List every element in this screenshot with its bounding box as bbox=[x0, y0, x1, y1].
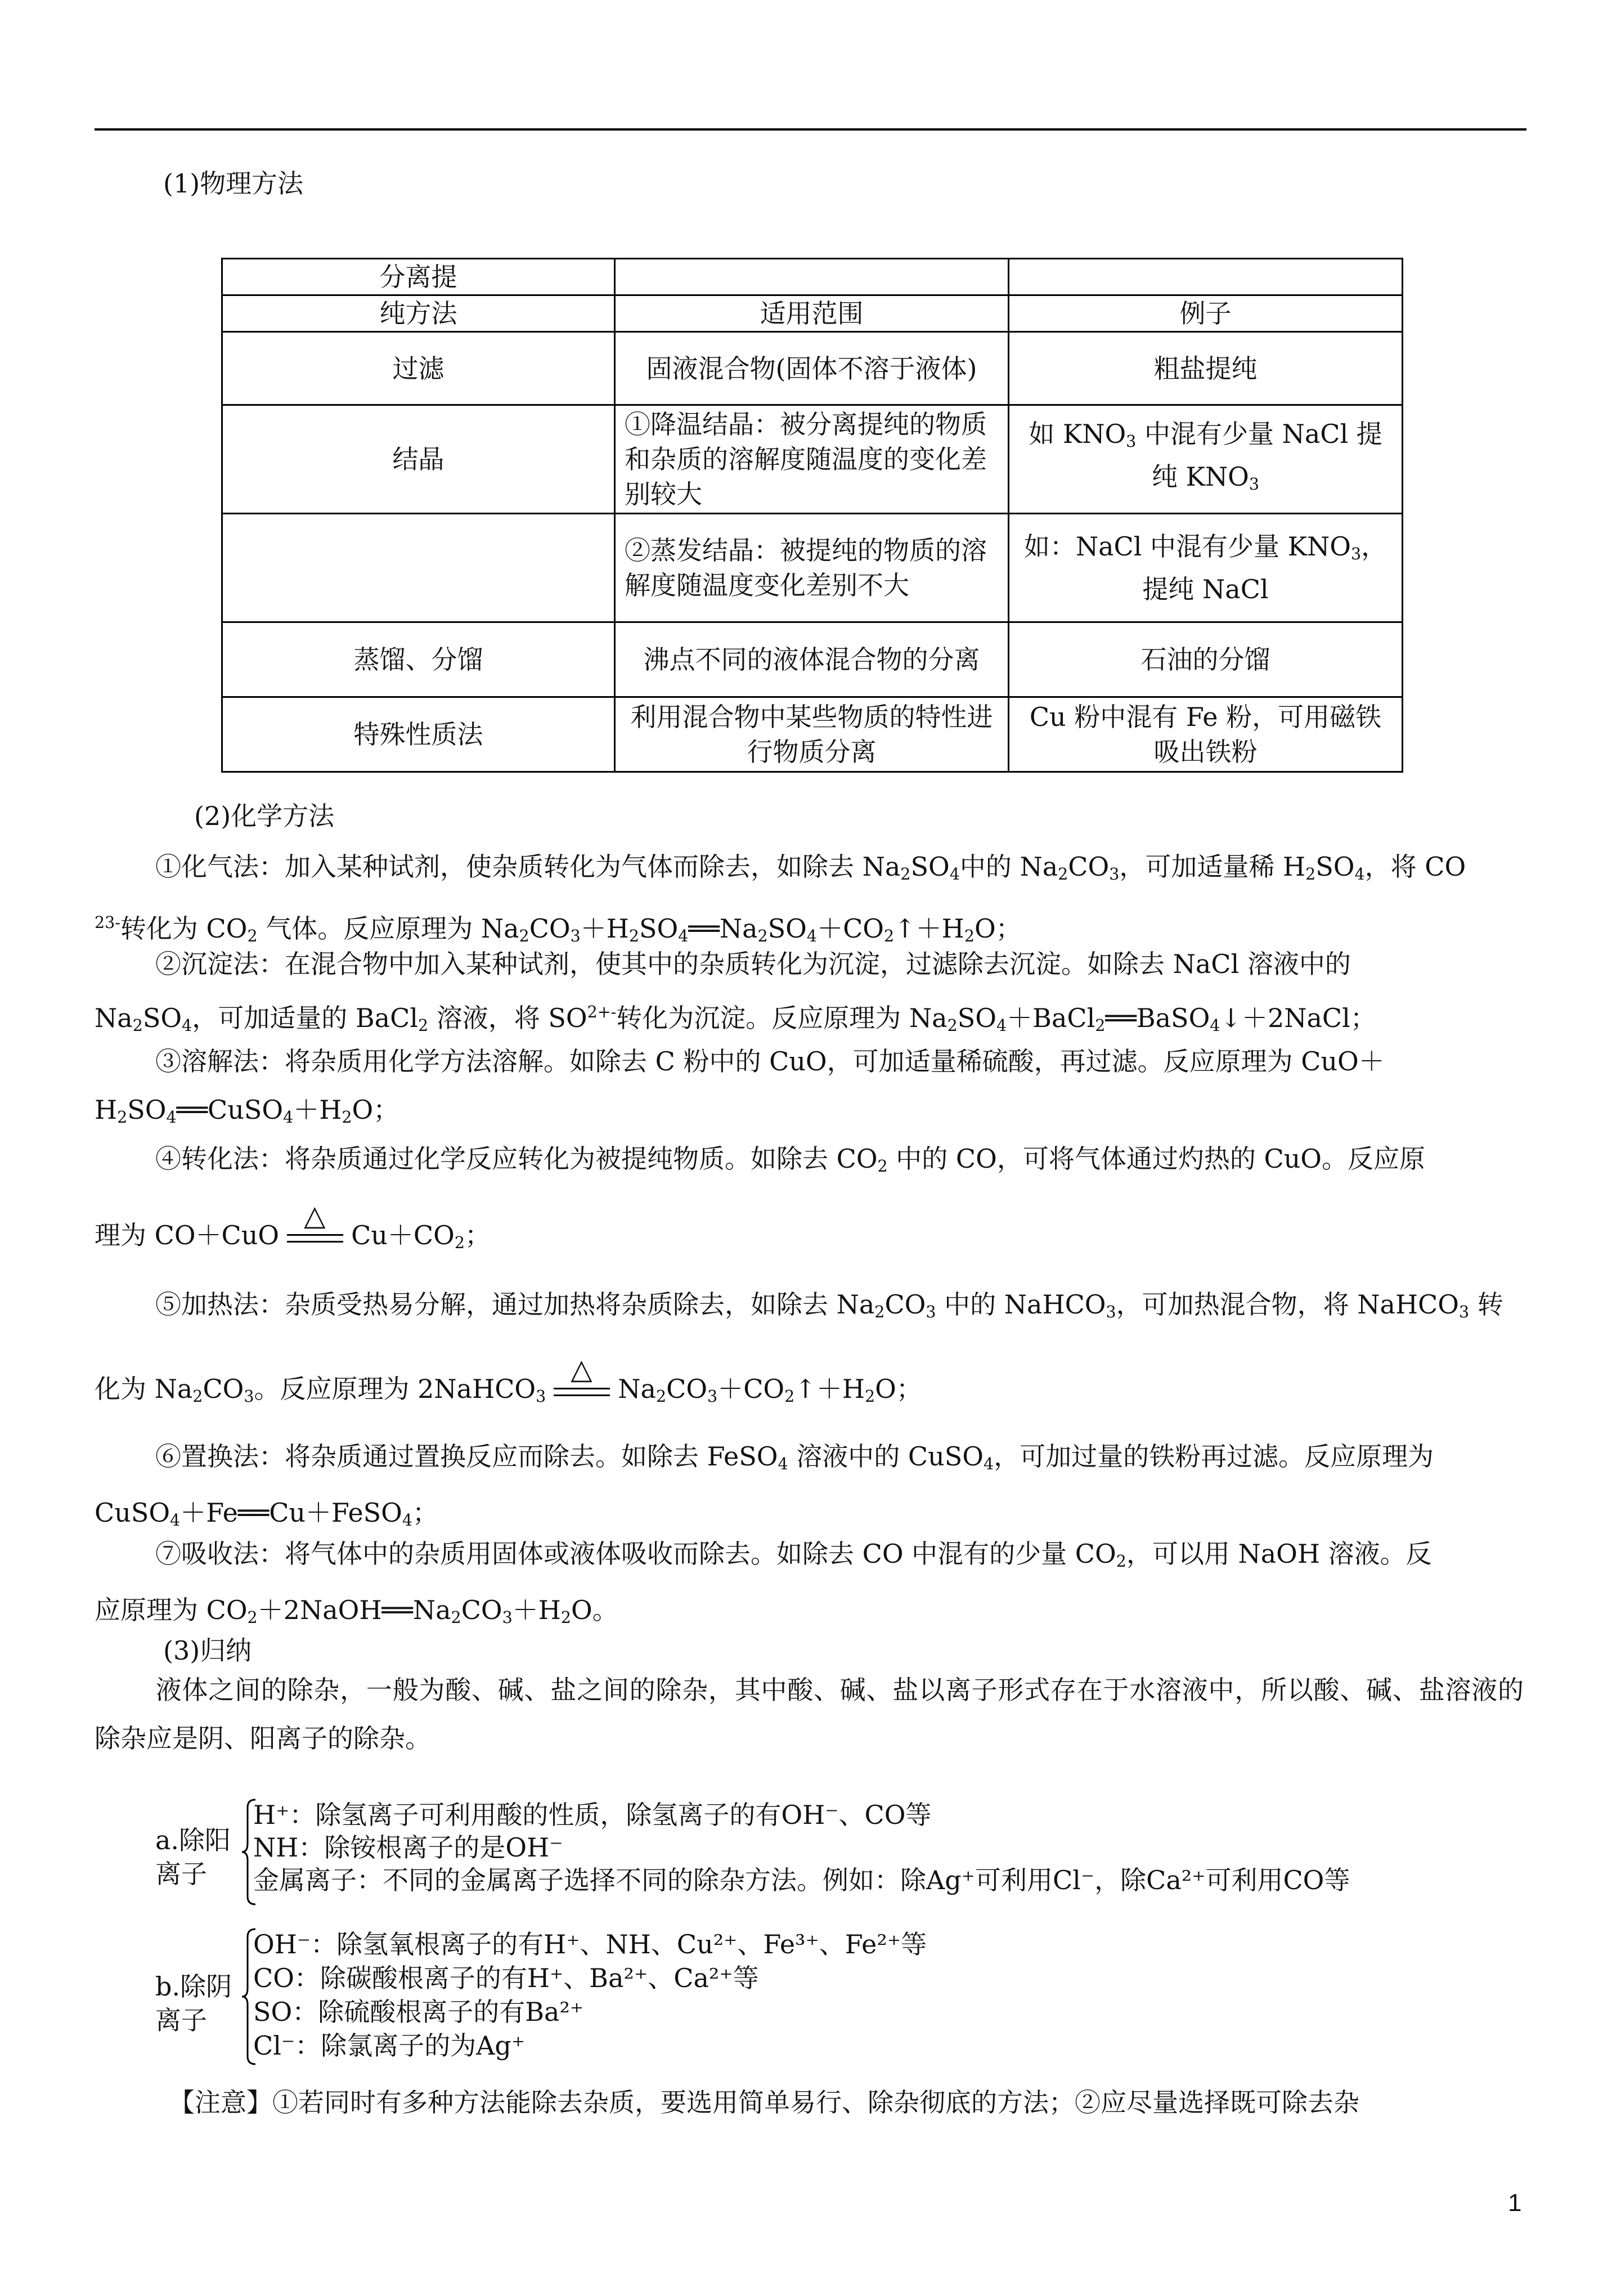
table-header-cell: 适用范围 bbox=[615, 295, 1009, 332]
table-cell: ①降温结晶：被分离提纯的物质和杂质的溶解度随温度的变化差别较大 bbox=[615, 405, 1009, 514]
method-paragraph-2: ②沉淀法：在混合物中加入某种试剂，使其中的杂质转化为沉淀，过滤除去沉淀。如除去 NaCl 溶液中的 $Na_2SO_4$，可加适量的 BaCl$_2$ 溶液，将 $SO^{2+-}$转化为沉淀。反应原理为 $Na_2SO_4+BaCl_2══BaSO_4↓+2NaCl$； bbox=[95, 949, 1376, 1035]
note-text: 【注意】①若同时有多种方法能除去杂质，要选用简单易行、除杂彻底的方法；②应尽量选择既可除去杂 bbox=[169, 2087, 1359, 2118]
section-physical-title: (1)物理方法 bbox=[163, 168, 304, 199]
anion-line-1: OH⁻：除氢氧根离子的有H⁺、NH、Cu²⁺、Fe³⁺、Fe²⁺等 bbox=[253, 1929, 927, 1959]
anion-line-3: SO：除硫酸根离子的有Ba²⁺ bbox=[253, 1997, 584, 2027]
method-paragraph-3: ③溶解法：将杂质用化学方法溶解。如除去 C 粉中的 CuO，可加适量稀硫酸，再过滤。反应原理为 CuO＋ $H_2SO_4══CuSO_4+H_2O$； bbox=[95, 1046, 1385, 1127]
table-row bbox=[222, 405, 1403, 514]
anion-line-4: Cl⁻：除氯离子的为Ag⁺ bbox=[253, 2030, 526, 2061]
anion-line-2: CO：除碳酸根离子的有H⁺、Ba²⁺、Ca²⁺等 bbox=[253, 1963, 759, 1993]
table-cell: 固液混合物(固体不溶于液体) bbox=[615, 332, 1009, 405]
heat-condition-symbol: △ bbox=[554, 1374, 610, 1408]
heat-condition-symbol: △ bbox=[287, 1221, 343, 1254]
table-cell bbox=[222, 514, 615, 622]
table-header-cell: 分离提 bbox=[222, 259, 615, 295]
cation-label: a.除阳 离子 bbox=[155, 1825, 231, 1889]
separation-table bbox=[221, 258, 1403, 773]
table-cell: 沸点不同的液体混合物的分离 bbox=[615, 622, 1009, 697]
equation-line-5: 化为 $Na_2CO_3$。反应原理为 2NaHCO$_3$ △ $Na_2CO_3+CO_2↑+H_2O$； bbox=[95, 1372, 922, 1414]
table-cell: 蒸馏、分馏 bbox=[222, 622, 615, 697]
table-header-cell: 纯方法 bbox=[222, 295, 615, 332]
method-paragraph-7: ⑦吸收法：将气体中的杂质用固体或液体吸收而除去。如除去 CO 中混有的少量 $CO_2$，可以用 NaOH 溶液。反 应原理为 $CO_2+2NaOH══Na_2CO_3+H_2O$。 bbox=[95, 1539, 1432, 1627]
table-cell: 过滤 bbox=[222, 332, 615, 405]
table-cell: 利用混合物中某些物质的特性进行物质分离 bbox=[615, 697, 1009, 772]
cation-line-2: NH：除铵根离子的是OH⁻ bbox=[253, 1832, 563, 1863]
method-paragraph-5: ⑤加热法：杂质受热易分解，通过加热将杂质除去，如除去 $Na_2CO_3$ 中的 NaHCO$_3$，可加热混合物，将 NaHCO$_3$ 转 bbox=[155, 1289, 1503, 1322]
table-row bbox=[222, 697, 1403, 772]
page-number: 1 bbox=[1508, 2189, 1522, 2217]
table-header-cell: 例子 bbox=[1009, 295, 1403, 332]
section-summary-title: (3)归纳 bbox=[163, 1635, 252, 1666]
method-paragraph-4: ④转化法：将杂质通过化学反应转化为被提纯物质。如除去 $CO_2$ 中的 CO，可将气体通过灼热的 CuO。反应原 bbox=[155, 1143, 1425, 1176]
anion-label: b.除阴 离子 bbox=[155, 1971, 232, 2035]
cation-line-1: H⁺：除氢离子可利用酸的性质，除氢离子的有OH⁻、CO等 bbox=[253, 1800, 932, 1830]
table-row bbox=[222, 332, 1403, 405]
table-cell: Cu 粉中混有 Fe 粉，可用磁铁吸出铁粉 bbox=[1009, 697, 1403, 772]
table-cell: 如 $KNO_3$ 中混有少量 NaCl 提纯 $KNO_3$ bbox=[1009, 405, 1403, 514]
table-row bbox=[222, 622, 1403, 697]
table-cell: 石油的分馏 bbox=[1009, 622, 1403, 697]
cation-line-3: 金属离子：不同的金属离子选择不同的除杂方法。例如：除Ag⁺可利用Cl⁻，除Ca²⁺可利用CO等 bbox=[253, 1865, 1350, 1895]
equation-line-4: 理为 CO＋CuO △ $Cu+CO_2$； bbox=[95, 1218, 491, 1260]
header-rule bbox=[95, 128, 1526, 131]
table-cell: 结晶 bbox=[222, 405, 615, 514]
summary-paragraph: 液体之间的除杂，一般为酸、碱、盐之间的除杂，其中酸、碱、盐以离子形式存在于水溶液中，所以酸、碱、盐溶液的除杂应是阴、阳离子的除杂。 bbox=[95, 1675, 1524, 1754]
table-cell: 粗盐提纯 bbox=[1009, 332, 1403, 405]
table-row bbox=[222, 259, 1403, 295]
section-chemical-title: (2)化学方法 bbox=[194, 801, 335, 831]
method-paragraph-6: ⑥置换法：将杂质通过置换反应而除去。如除去 FeSO$_4$ 溶液中的 CuSO$_4$，可加过量的铁粉再过滤。反应原理为 CuSO$_4$＋Fe══Cu＋FeSO$_4$； bbox=[95, 1441, 1434, 1530]
table-cell: 特殊性质法 bbox=[222, 697, 615, 772]
table-row bbox=[222, 514, 1403, 622]
table-cell: ②蒸发结晶：被提纯的物质的溶解度随温度变化差别不大 bbox=[615, 514, 1009, 622]
method-paragraph-1: ①化气法：加入某种试剂，使杂质转化为气体而除去，如除去 $Na_2SO_4$中的 $Na_2CO_3$，可加适量稀 $H_2SO_4$，将 CO $^{23-}$转化为 $CO_2$ 气体。反应原理为 $Na_2CO_3+H_2SO_4══Na_2SO_4+CO_2↑+H_2O$； bbox=[95, 851, 1466, 946]
table-row bbox=[222, 295, 1403, 332]
table-cell: 如：NaCl 中混有少量 $KNO_3$，提纯 NaCl bbox=[1009, 514, 1403, 622]
